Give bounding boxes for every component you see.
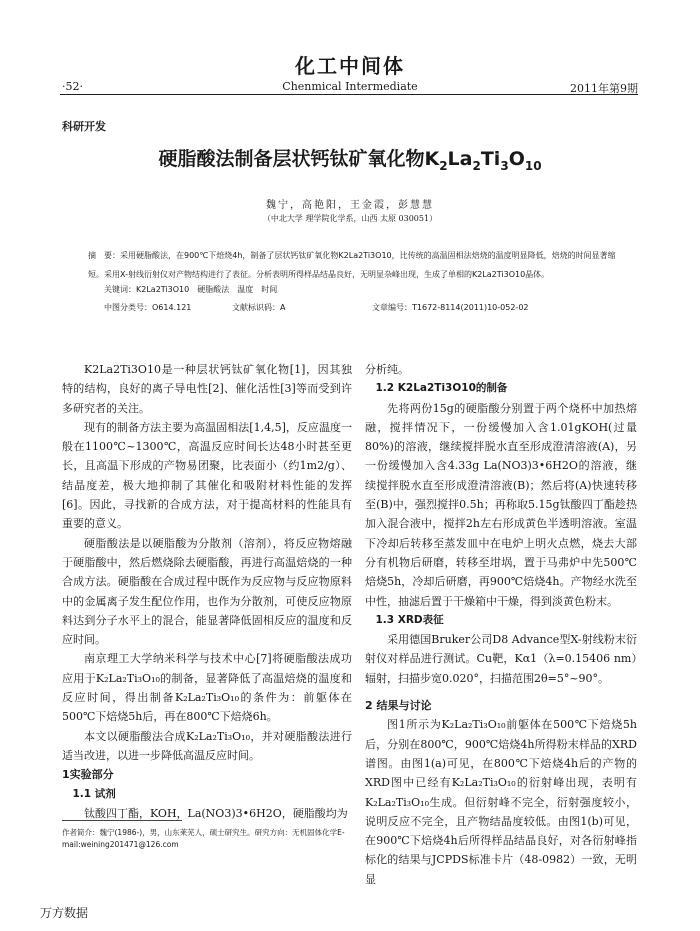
subsection-heading: 1.1 试剂: [72, 787, 116, 800]
column-tag: 科研开发: [62, 120, 106, 133]
keywords: 关键词：K2La2Ti3O10 硬脂酸法 温度 时间: [104, 285, 278, 294]
paragraph: 分析纯。: [365, 363, 409, 376]
paragraph: 现有的制备方法主要为高温固相法[1,4,5]，反应温度一般在1100℃~1300℃，高温反应时间长达48小时甚至更长，且高温下形成的产物易团聚，比表面小（约1m2/g）、结晶度差，极大地抑制了其催化和吸附材料性能的发挥[6]。因此，寻找新的合成方法，对于提高材料的性能具有重要的意义。: [62, 420, 352, 531]
subsection-heading: 1.2 K2La2Ti3O10的制备: [375, 382, 508, 395]
article-number: 文章编号：T1672-8114(2011)10-052-02: [372, 303, 529, 312]
source-watermark: 万方数据: [40, 906, 89, 920]
document-code: 文献标识码：A: [232, 303, 286, 312]
subsection-heading: 1.3 XRD表征: [375, 613, 444, 626]
paragraph: 南京理工大学纳米科学与技术中心[7]将硬脂酸法成功应用于K₂La₂Ti₃O₁₀的制备，显著降低了高温焙烧的温度和反应时间，得出制备K₂La₂Ti₃O₁₀的条件为：前躯体在500℃下焙烧5h后，再在800℃下焙烧6h。: [62, 652, 352, 724]
abstract: 摘 要：采用硬脂酸法，在900℃下焙烧4h，制备了层状钙钛矿氧化物K2La2Ti3O10，比传统的高温固相法焙烧的温度明显降低，焙烧的时间显著缩短。采用X-射线衍射仪对产物结构进行了表征。分析表明所得样品结晶良好，无明显杂峰出现，生成了单相的K2La2Ti3O10晶体。: [88, 251, 616, 279]
paragraph: 图1所示为K₂La₂Ti₃O₁₀前躯体在500℃下焙烧5h后，分别在800℃，900℃焙烧4h所得粉末样品的XRD谱图。由图1(a)可见，在800℃下焙烧4h后的产物的XRD图中已经有K₂La₂Ti₃O₁₀的衍射峰出现，表明有K₂La₂Ti₃O₁₀生成。但衍射峰不完全，衍射强度较小，说明反应不完全，且产物结晶度较低。由图1(b)可见，在900℃下焙烧4h后所得样品结晶良好，对各衍射峰指标化的结果与JCPDS标准卡片（48-0982）一致，无明显: [365, 718, 637, 886]
paragraph: 钛酸四丁酯，KOH，La(NO3)3•6H2O，硬脂酸均为: [84, 806, 348, 820]
section-heading: 1实验部分: [62, 768, 114, 782]
paragraph: 硬脂酸法是以硬脂酸为分散剂（溶剂），将反应物熔融于硬脂酸中，然后燃烧除去硬脂酸，再进行高温焙烧的一种合成方法。硬脂酸在合成过程中既作为反应物与反应物原料中的金属离子发生配位作用，也作为分散剂，可使反应物原料达到分子水平上的混合，能显著降低固相反应的温度和反应时间。: [62, 536, 352, 647]
paragraph: K2La2Ti3O10是一种层状钙钛矿氧化物[1]，因其独特的结构，良好的离子导电性[2]、催化活性[3]等而受到许多研究者的关注。: [62, 363, 352, 415]
authors: 魏宁，高艳阳，王金霞，彭慧慧: [266, 200, 434, 211]
article-title: 硬脂酸法制备层状钙钛矿氧化物$K_2La_2Ti_3O_{10}$: [158, 148, 542, 173]
paragraph: 先将两份15g的硬脂酸分别置于两个烧杯中加热熔融，搅拌情况下，一份缓慢加入含1.01gKOH(过量80%)的溶液，继续搅拌脱水直至形成澄清溶液(A)，另一份缓慢加入含4.33g La(NO3)3•6H2O的溶液，继续搅拌脱水直至形成澄清溶液(B)；然后将(A)快速转移至(B)中，强烈搅拌0.5h；再称取5.15g钛酸四丁酯趁热加入混合液中，搅拌2h左右形成黄色半透明溶液。室温下冷却后转移至蒸发皿中在电炉上明火点燃，烧去大部分有机物后研磨，转移至坩埚，置于马弗炉中先500℃焙烧5h，冷却后研磨，再900℃焙烧4h。产物经水洗至中性，抽滤后置于干燥箱中干燥，得到淡黄色粉末。: [365, 401, 637, 608]
clc-number: 中图分类号：O614.121: [104, 303, 192, 312]
right-column: [365, 360, 637, 889]
footnote-rule: [62, 820, 182, 821]
paragraph: 采用德国Bruker公司D8 Advance型X-射线粉末衍射仪对样品进行测试。Cu靶，Kα1（λ=0.15406 nm）辐射，扫描步宽0.020°，扫描范围2θ=5°~90°。: [365, 633, 637, 685]
header-rule: [60, 94, 638, 95]
affiliation: （中北大学 理学院化学系，山西 太原 030051）: [262, 214, 438, 223]
author-footnote: 作者简介：魏宁(1986-)，男，山东莱芜人，硕士研究生。研究方向：无机固体化学E-mail:weining201471@126.com: [62, 828, 345, 849]
paragraph: 本文以硬脂酸法合成K₂La₂Ti₃O₁₀，并对硬脂酸法进行适当改进，以进一步降低高温反应时间。: [62, 729, 352, 762]
section-heading: 2 结果与讨论: [365, 699, 432, 713]
issue-label: 2011年第9期: [570, 82, 638, 95]
page-number: ·52·: [62, 80, 83, 93]
journal-masthead: 化工中间体: [295, 54, 405, 78]
left-column: [62, 360, 352, 823]
journal-name: Chenmical Intermediate: [282, 80, 418, 93]
